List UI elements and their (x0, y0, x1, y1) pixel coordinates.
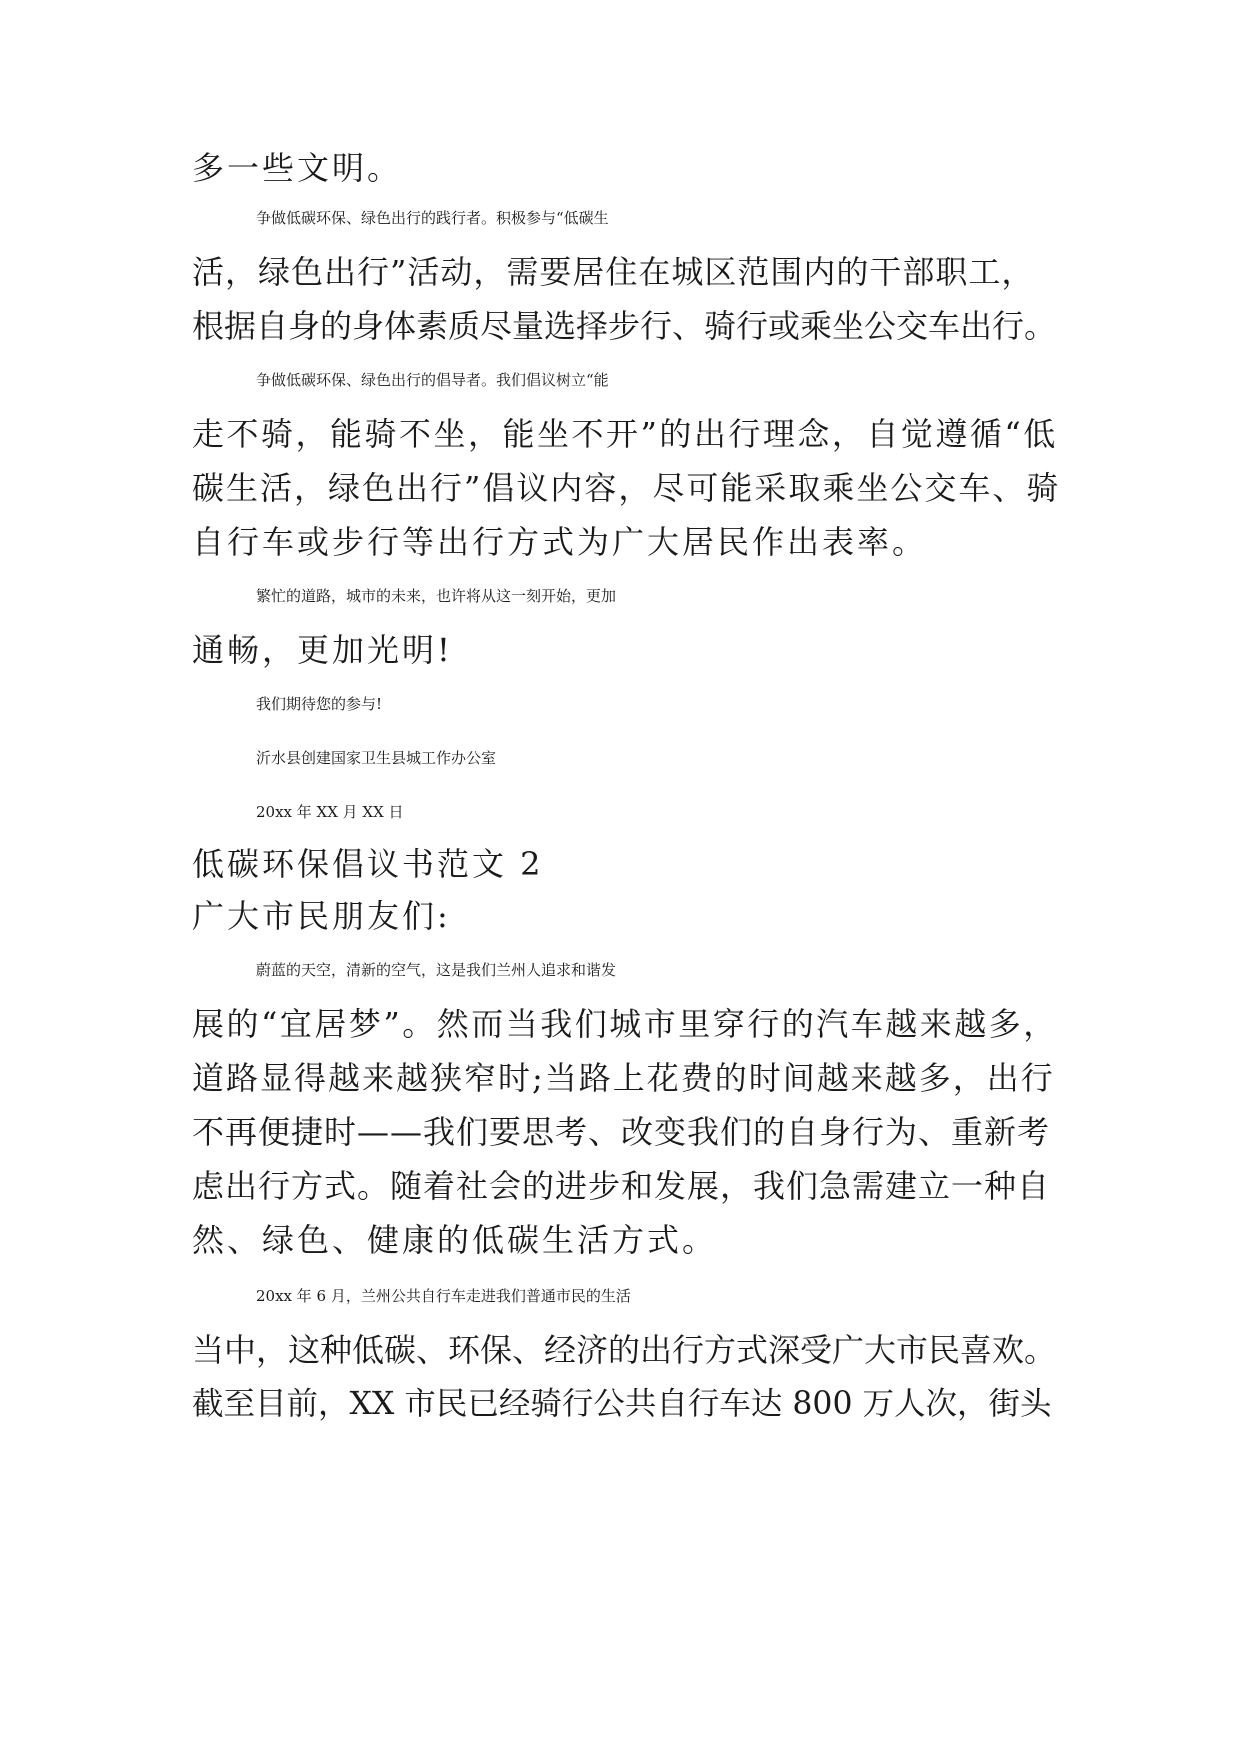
text-line: 沂水县创建国家卫生县城工作办公室 (256, 749, 497, 767)
text-line: 自行车或步行等出行方式为广大居民作出表率。 (192, 523, 928, 561)
text-line: 虑出行方式。随着社会的进步和发展，我们急需建立一种自 (192, 1167, 1051, 1205)
text-line: 活，绿色出行”活动，需要居住在城区范围内的干部职工， (192, 253, 1035, 291)
text-line: 截至目前，XX 市民已经骑行公共自行车达 800 万人次，街头 (192, 1386, 1052, 1422)
salutation: 广大市民朋友们: (192, 897, 451, 935)
text-line: 当中，这种低碳、环保、经济的出行方式深受广大市民喜欢。 (192, 1331, 1057, 1369)
text-line: 20xx 年 XX 月 XX 日 (256, 803, 404, 821)
text-line: 蔚蓝的天空，清新的空气，这是我们兰州人追求和谐发 (256, 961, 617, 979)
text-line: 争做低碳环保、绿色出行的践行者。积极参与“低碳生 (256, 209, 609, 227)
text-line: 碳生活，绿色出行”倡议内容，尽可能采取乘坐公交车、骑 (192, 469, 1061, 507)
section-heading: 低碳环保倡议书范文 2 (192, 845, 544, 883)
text-line: 我们期待您的参与! (256, 695, 383, 713)
text-line: 多一些文明。 (192, 149, 403, 187)
text-line: 展的“宜居梦”。然而当我们城市里穿行的汽车越来越多， (192, 1005, 1058, 1043)
text-line: 争做低碳环保、绿色出行的倡导者。我们倡议树立“能 (256, 371, 609, 389)
text-line: 然、绿色、健康的低碳生活方式。 (192, 1221, 718, 1259)
text-line: 不再便捷时——我们要思考、改变我们的自身行为、重新考 (192, 1113, 1051, 1151)
text-line: 根据自身的身体素质尽量选择步行、骑行或乘坐公交车出行。 (192, 307, 1057, 345)
text-line: 道路显得越来越狭窄时;当路上花费的时间越来越多，出行 (192, 1059, 1055, 1097)
text-line: 繁忙的道路，城市的未来，也许将从这一刻开始，更加 (256, 587, 617, 605)
text-line: 走不骑，能骑不坐，能坐不开”的出行理念，自觉遵循“低 (192, 415, 1058, 453)
text-line: 通畅，更加光明! (192, 631, 453, 669)
text-line: 20xx 年 6 月，兰州公共自行车走进我们普通市民的生活 (256, 1287, 631, 1305)
